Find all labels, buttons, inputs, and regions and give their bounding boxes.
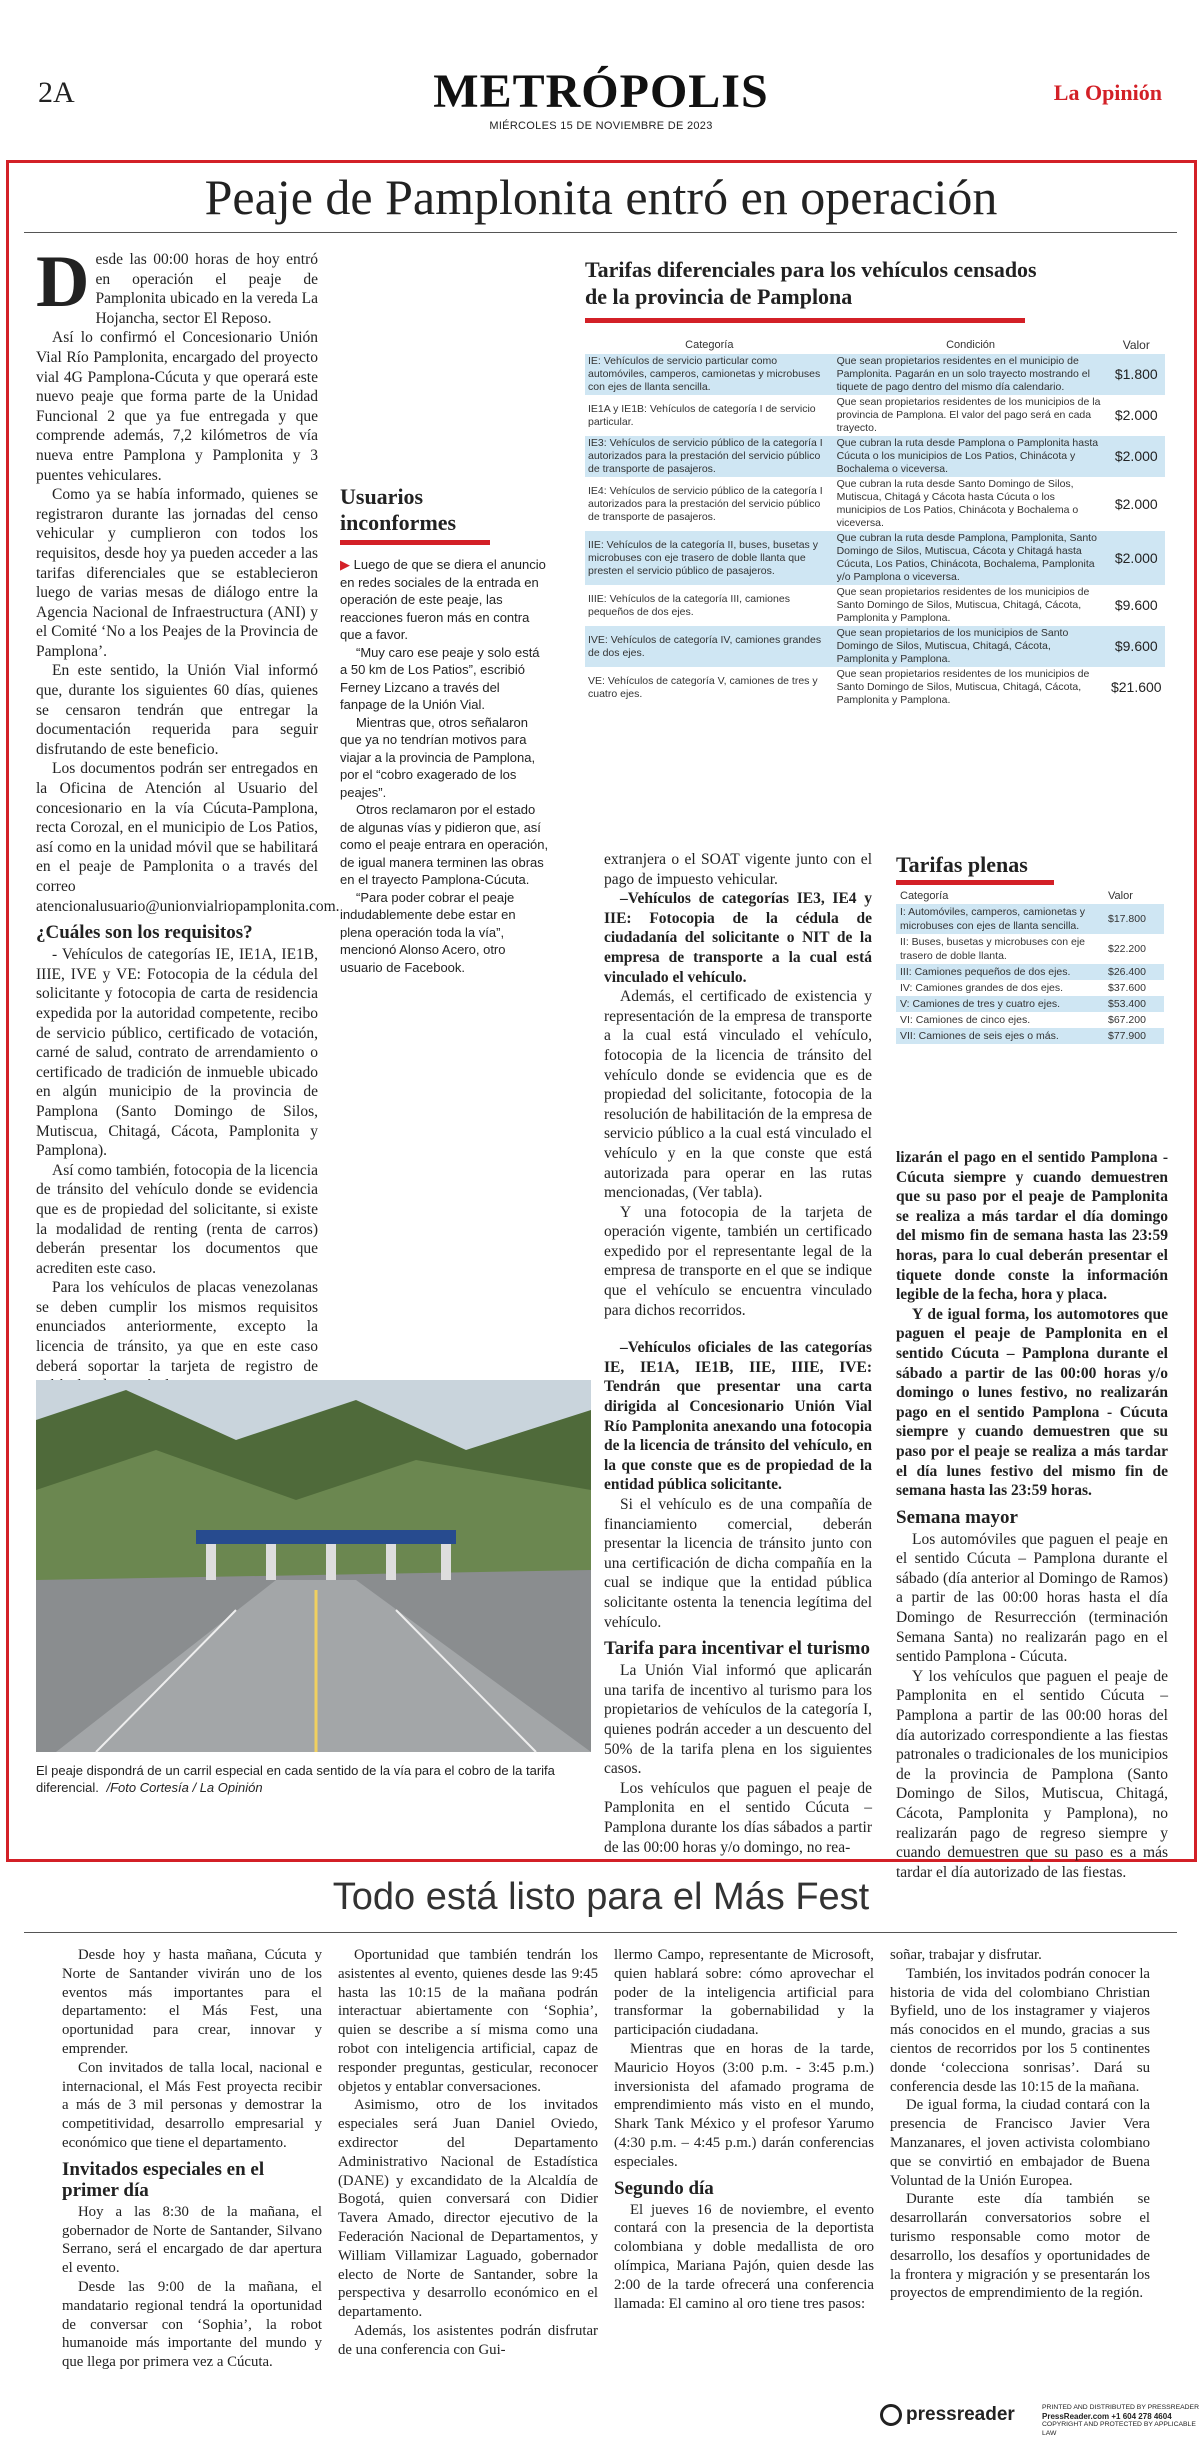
paragraph: Y una fotocopia de la tarjeta de operación vigente, también un certificado expedido por el representante legal de la empresa de transporte en el que se indique que el vehículo se encuentra vinculado para dichos recorridos. (604, 1203, 872, 1319)
paragraph: Hoy a las 8:30 de la mañana, el gobernador de Norte de Santander, Silvano Serrano, será el encargado de dar apertura el evento. (62, 2203, 322, 2277)
table-cell: $2.000 (1114, 495, 1158, 512)
table-row (896, 964, 1164, 980)
article2-column-3 (614, 1946, 874, 2313)
paragraph: El jueves 16 de noviembre, el evento contará con la presencia de la deportista colombiana y doble medallista de oro olímpica, Mariana Pajón, quien desde las 2:00 de la tarde ofrecerá una conferencia llamada: El camino al oro tiene tres pasos: (614, 2201, 874, 2312)
table-cell: VII: Camiones de seis ejes o más. (896, 1028, 1104, 1044)
table-cell: $17.800 (1104, 904, 1164, 934)
paragraph: Desde hoy y hasta mañana, Cúcuta y Norte de Santander vivirán uno de los eventos más importantes para el departamento: el Más Fest, una oportunidad para crear, innovar y emprender. (62, 1947, 322, 2057)
paragraph: También, los invitados podrán conocer la historia de vida del colombiano Christian Byfield, uno de los instagramer y viajeros más conocidos en el mundo, gracias a sus cientos de recorridos por los 5 continentes donde ‘colecciona sonrisas’. Dará su conferencia desde las 10:15 de la mañana. (890, 1965, 1150, 2095)
article2-rule (24, 1932, 1177, 1933)
table2-title: Tarifas plenas (896, 852, 1028, 877)
paragraph: soñar, trabajar y disfrutar. (890, 1947, 1042, 1963)
table-row (896, 934, 1164, 964)
paragraph: Durante este día también se desarrollarán conversatorios sobre el turismo responsable como motor de desarrollo, los desafíos y oportunidades de la frontera y migración y se presentarán los proyectos de emprendimiento de la región. (890, 2191, 1150, 2302)
table-cell: $37.600 (1108, 982, 1146, 994)
pressreader-icon (880, 2404, 902, 2426)
article2-column-4 (890, 1946, 1150, 2303)
table-cell: $9.600 (1114, 597, 1158, 613)
table-row (585, 436, 1165, 477)
table2-rule (896, 880, 1054, 885)
table-row (896, 1028, 1164, 1044)
paragraph: De igual forma, la ciudad contará con la presencia de Francisco Javier Vera Manzanares, el joven activista colombiano que se convirtió en embajador de Buena Voluntad de la Unión Europea. (890, 2097, 1150, 2189)
paragraph: Con invitados de talla local, nacional e internacional, el Más Fest proyecta recibir a más de 3 mil personas y demostrar la competitividad, desarrollo empresarial y económico que tiene el departamento. (62, 2059, 322, 2151)
subheading: Invitados especiales en el primer día (62, 2158, 265, 2201)
brand-logo: La Opinión (1053, 80, 1162, 105)
sidebar-title: Usuarios inconformes (340, 484, 457, 535)
paragraph: llermo Campo, representante de Microsoft, quien hablará sobre: cómo aprovechar el poder de la inteligencia artificial para transformar la gobernabilidad y la participación ciudadana. (614, 1947, 874, 2039)
table-cell: IE: Vehículos de servicio particular como automóviles, camperos, camionetas y microbuses con ejes de llanta sencilla. (585, 354, 834, 395)
pressreader-name: pressreader (906, 2404, 1015, 2425)
paragraph: esde las 00:00 horas de hoy entró en operación el peaje de Pamplonita ubicado en la vereda La Hojancha, sector El Reposo. (95, 251, 318, 327)
table-cell: II: Buses, busetas y microbuses con eje trasero de doble llanta. (900, 936, 1086, 962)
table-row (896, 980, 1164, 996)
table1-title: Tarifas diferenciales para los vehículos censados de la provincia de Pamplona (585, 257, 1037, 309)
pressreader-logo (880, 2404, 1015, 2426)
table-row (585, 667, 1165, 708)
page-number: 2A (38, 76, 75, 109)
paragraph: Mientras que en horas de la tarde, Mauricio Hoyos (3:00 p.m. - 3:45 p.m.) inversionista del afamado programa de emprendimiento más visto en el mundo, Shark Tank México y el profesor Yarumo (4:30 p.m. – 4:45 p.m.) darán conferencias especiales. (614, 2040, 874, 2170)
table-cell: $9.600 (1108, 626, 1165, 667)
table-row (585, 354, 1165, 395)
table-cell: $53.400 (1104, 996, 1164, 1012)
paragraph: “Para poder cobrar el peaje indudablemente debe estar en plena operación toda la vía”, mencionó Alonso Acero, otro usuario de Facebook. (340, 889, 516, 975)
table-row (585, 626, 1165, 667)
paragraph: En este sentido, la Unión Vial informó que, durante los siguientes 60 días, quienes se censaron tendrán que entregar la documentación requerida para seguir disfrutando de este beneficio. (36, 662, 318, 758)
table-cell: III: Camiones pequeños de dos ejes. (896, 964, 1104, 980)
paragraph: Y los vehículos que paguen el peaje de Pamplonita en el sentido Cúcuta – Pamplona a partir de las 00:00 horas del día autorizado correspondiente a las fiestas patronales o tradicionales de los municipios de la provincia de Pamplona (Santo Domingo de Silos, Mutiscua, Chitagá, Cácota, Pamplonita y Pamplona), no realizarán pago de regreso siempre y cuando demuestren que su paso es a más tardar el día autorizado de las fiestas. (896, 1667, 1168, 1881)
column-header: Valor (1122, 338, 1150, 352)
paragraph: - Vehículos de categorías IE, IE1A, IE1B, IIIE, IVE y VE: Fotocopia de la cédula del solicitante y fotocopia de carta de residencia expedida por la autoridad competente, recibo de servicio público, certificado de votación, carné de salud, contrato de arrendamiento o certificado de tradición de inmueble ubicado en algún municipio de la provincia de Pamplona (Santo Domingo de Silos, Mutiscua, Chitagá, Cácota, Pamplonita y Pamplona). (36, 946, 318, 1160)
paragraph: Los vehículos que paguen el peaje de Pamplonita en el sentido Cúcuta – Pamplona durante los días sábados a partir de las 00:00 horas y/o domingo, no rea- (604, 1779, 872, 1856)
caption-text: El peaje dispondrá de un carril especial en cada sentido de la vía para el cobro de la tarifa diferencial. (36, 1763, 555, 1795)
table1-rule (585, 318, 1025, 323)
article-title: Peaje de Pamplonita entró en operación (204, 169, 998, 225)
toll-photo (36, 1380, 591, 1752)
pressreader-footer (1042, 2404, 1200, 2438)
column-header: Condición (946, 339, 996, 351)
table-cell: $2.000 (1108, 531, 1165, 585)
column-header: Categoría (685, 339, 734, 351)
table-cell: $1.800 (1108, 354, 1165, 395)
column-header: Categoría (900, 890, 949, 902)
paragraph: Mientras que, otros señalaron que ya no tendrían motivos para viajar a la provincia de Pamplona, por el “cobro exagerado de los peajes”. (340, 714, 536, 800)
paragraph: La Unión Vial informó que aplicarán una tarifa de incentivo al turismo para los propietarios de vehículos de la categoría I, quienes podrán acceder a un descuento del 50% de la tarifa plena en los siguientes casos. (604, 1662, 872, 1778)
table-cell: $21.600 (1110, 679, 1162, 695)
title-rule (24, 232, 1177, 233)
paragraph: Como ya se había informado, quienes se registraron durante las jornadas del censo vehicular y cumplieron con todos los requisitos, desde hoy ya pueden acceder a las tarifas diferenciales que se establecieron luego de varias mesas de diálogo entre la Agencia Nacional de Infraestructura (ANI) y el Comité ‘No a los Peajes de la Provincia de Pamplona’. (36, 486, 318, 660)
column-header: Valor (1108, 890, 1133, 902)
paragraph: Otros reclamaron por el estado de algunas vías y pidieron que, así como el peaje entrara en operación, de igual manera terminen las obras en el trayecto Pamplona-Cúcuta. (340, 802, 549, 887)
paragraph: lizarán el pago en el sentido Pamplona - Cúcuta siempre y cuando demuestren que su paso por el peaje de Pamplonita se realiza a más tardar el día domingo del mismo fin de semana hasta las 23:59 horas, para lo cual deberán presentar el tiquete donde conste la información legible de la fecha, hora y placa. (896, 1149, 1168, 1304)
paragraph: Además, el certificado de existencia y representación de la empresa de transporte a la cual está vinculado el vehículo, fotocopia de la licencia de tránsito del vehículo donde se evidencia que es de propiedad del solicitante, fotocopia de la resolución de habilitación de la empresa de servicio público a la cual está vinculado el vehículo y en la que conste que está autorizada para operar en las rutas mencionadas, (Ver tabla). (604, 988, 872, 1202)
footer-line: COPYRIGHT AND PROTECTED BY APPLICABLE LAW (1042, 2421, 1196, 2437)
paragraph: Así como también, fotocopia de la licencia de tránsito del vehículo donde se evidencia que es de propiedad del solicitante, si existe la modalidad de renting (renta de carros) deberán presentar los documentos que acrediten este caso. (36, 1161, 318, 1277)
subheading: Semana mayor (896, 1506, 1018, 1528)
sidebar-body (340, 556, 550, 976)
toll-booth-image (36, 1380, 591, 1752)
table-cell: IE1A y IE1B: Vehículos de categoría I de servicio particular. (588, 402, 816, 428)
table-cell: I: Automóviles, camperos, camionetas y microbuses con ejes de llanta sencilla. (896, 904, 1104, 934)
table-cell: IV: Camiones grandes de dos ejes. (900, 982, 1064, 994)
table-row (896, 996, 1164, 1012)
article2-title: Todo está listo para el Más Fest (332, 1876, 870, 1918)
table-cell: $67.200 (1108, 1014, 1146, 1026)
table-cell: $77.900 (1104, 1028, 1164, 1044)
table-cell: Que sean propietarios residentes de los municipios de Santo Domingo de Silos, Mutiscua, Chitagá, Cácota, Pamplonita y Pamplona. (836, 668, 1090, 706)
table-cell: V: Camiones de tres y cuatro ejes. (896, 996, 1104, 1012)
table-cell: IIE: Vehículos de la categoría II, buses, busetas y microbuses con eje trasero de doble llanta que presten el servicio público de pasajeros. (585, 531, 834, 585)
table-row (585, 585, 1165, 626)
paragraph: “Muy caro ese peaje y solo está a 50 km de Los Patios”, escribió Ferney Lizcano a través del fanpage de la Unión Vial. (340, 644, 540, 712)
table-row (896, 1012, 1164, 1028)
paragraph: Desde las 9:00 de la mañana, el mandatario regional tendrá la oportunidad de conversar con ‘Sophia’, la robot humanoide más importante del mundo y que llega por primera vez a Cúcuta. (62, 2278, 322, 2371)
table-row (585, 531, 1165, 585)
table-cell: Que sean propietarios residentes en el municipio de Pamplonita. Pagarán en un solo trayecto mostrando el tiquete de pago dentro del mismo día calendario. (834, 354, 1108, 395)
subheading: ¿Cuáles son los requisitos? (36, 922, 253, 944)
table-cell: VE: Vehículos de categoría V, camiones de tres y cuatro ejes. (588, 674, 818, 700)
paragraph: Además, los asistentes podrán disfrutar de una conferencia con Gui- (338, 2322, 598, 2358)
subheading: Tarifa para incentivar el turismo (604, 1638, 870, 1660)
article2-column-1 (62, 1946, 322, 2372)
table-cell: Que sean propietarios residentes de los municipios de Santo Domingo de Silos, Mutiscua, Chitagá, Cácota, Pamplonita y Pamplona. (836, 586, 1090, 624)
caption-credit: /Foto Cortesía / La Opinión (106, 1780, 263, 1795)
table-row (585, 477, 1165, 531)
article-column-1 (36, 241, 340, 1396)
table-cell: IE4: Vehículos de servicio público de la categoría I autorizados para la prestación del servicio público de transporte de pasajeros. (588, 484, 823, 523)
paragraph: –Vehículos de categorías IE3, IE4 y IIE: Fotocopia de la cédula de ciudadanía del solicitante o NIT de la empresa de transporte a la cual está vinculado el vehículo. (604, 890, 872, 986)
table-cell: IE3: Vehículos de servicio público de la categoría I autorizados para la prestación del servicio público de transporte de pasajeros. (585, 436, 834, 477)
paragraph: Y de igual forma, los automotores que paguen el peaje de Pamplonita en el sentido Cúcuta – Pamplona durante el sábado a partir de las 00:00 horas y/o domingo o lunes festivo, no realizarán pago en el sentido Pamplona - Cúcuta siempre y cuando demuestren que su paso por el peaje se realiza a más tardar el día lunes festivo del mismo fin de semana hasta las 23:59 horas. (896, 1305, 1168, 1500)
table-cell: $26.400 (1104, 964, 1164, 980)
section-title: METRÓPOLIS (433, 65, 769, 118)
table-cell: IIIE: Vehículos de la categoría III, camiones pequeños de dos ejes. (588, 592, 790, 618)
issue-date: MIÉRCOLES 15 DE NOVIEMBRE DE 2023 (489, 120, 713, 132)
subheading: Segundo día (614, 2177, 714, 2199)
table-cell: Que cubran la ruta desde Pamplona o Pamplonita hasta Cúcuta o los municipios de Los Patios, Chinácota y Bochalema o viceversa. (834, 436, 1108, 477)
paragraph: Los documentos podrán ser entregados en la Oficina de Atención al Usuario del concesionario en la vía Cúcuta-Pamplona, recta Corozal, en el municipio de Los Patios, así como en la unidad móvil que se habilitará en el peaje de Pamplonita o a través del correo atencionalusuario@unionvialriopamplonita.com. (36, 760, 340, 915)
paragraph: Así lo confirmó el Concesionario Unión Vial Río Pamplonita, encargado del proyecto vial 4G Pamplona-Cúcuta y que operará este nuevo peaje que forma parte de la Unidad Funcional 2 que ya fue entregada y que comprende además, 7,2 kilómetros de vía nueva entre Pamplona y Pamplonita y 3 puentes vehiculares. (36, 329, 318, 484)
paragraph: Si el vehículo es de una compañía de financiamiento comercial, deberán presentar la licencia de tránsito junto con una certificación de dicha compañía en la cual se indique que la entidad pública solicitante ostenta la tenencia legítima del vehículo. (604, 1496, 872, 1631)
bullet-icon: ▶ (340, 557, 354, 572)
table-cell: $22.200 (1108, 943, 1146, 955)
article-column-3 (604, 850, 872, 1857)
table-cell: Que cubran la ruta desde Pamplona, Pamplonita, Santo Domingo de Silos, Mutiscua, Cácota y Chitagá hasta Cúcuta, Los Patios, Chinácota, Bochalema, Pamplonita y/o Pamplona o viceversa. (834, 531, 1108, 585)
footer-line: PressReader.com +1 604 278 4604 (1042, 2411, 1172, 2421)
paragraph: Luego de que se diera el anuncio en redes sociales de la entrada en operación de este peaje, las reacciones fueron más en contra que a favor. (340, 557, 546, 642)
table-cell: Que sean propietarios de los municipios de Santo Domingo de Silos, Mutiscua, Chitagá, Cácota, Pamplonita y Pamplona. (834, 626, 1108, 667)
table-cell: $2.000 (1114, 407, 1158, 423)
paragraph: extranjera o el SOAT vigente junto con el pago de impuesto vehicular. (604, 851, 872, 888)
article2-column-2 (338, 1946, 598, 2360)
table-cell: VI: Camiones de cinco ejes. (900, 1014, 1031, 1026)
table-cell: Que sean propietarios residentes de los municipios de la provincia de Pamplona. El valor del pago será en cada trayecto. (836, 396, 1101, 434)
table-row (896, 904, 1164, 934)
footer-line: PRINTED AND DISTRIBUTED BY PRESSREADER (1042, 2404, 1199, 2411)
paragraph: Oportunidad que también tendrán los asistentes al evento, quienes desde las 9:45 hasta las 10:15 de la mañana podrán interactuar abiertamente con ‘Sophia’, quien se describe a sí misma como una robot con inteligencia artificial, capaz de responder preguntas, gesticular, reconocer objetos y entablar conversaciones. (338, 1947, 598, 2095)
photo-caption (36, 1762, 591, 1796)
table-row (585, 395, 1165, 436)
table-cell: $2.000 (1108, 436, 1165, 477)
tarifas-plenas-table (896, 888, 1164, 1044)
paragraph: Para los vehículos de placas venezolanas se deben cumplir los mismos requisitos enunciados anteriormente, excepto la licencia de tránsito, ya que en este caso deberá soportar la tarjeta de registro de (36, 1279, 318, 1375)
paragraph: Asimismo, otro de los invitados especiales será Juan Daniel Oviedo, exdirector del Departamento Administrativo Nacional de Estadística (DANE) y excandidato de la Alcaldía de Bogotá, quien conversará con Didier Tavera Amado, director ejecutivo de la Federación Nacional de Departamentos, y William Villamizar Laguado, gobernador electo de Norte de Santander, sobre la perspectiva y desarrollo económico en el departamento. (338, 2097, 598, 2321)
table-cell: Que cubran la ruta desde Santo Domingo de Silos, Mutiscua, Chitagá y Cácota hasta Cúcuta o los municipios de Los Patios, Chinácota y Bochalema o viceversa. (836, 478, 1079, 529)
tarifas-diferenciales-table (585, 336, 1165, 708)
drop-cap: D (36, 241, 90, 323)
table-cell: IVE: Vehículos de categoría IV, camiones grandes de dos ejes. (585, 626, 834, 667)
sidebar-rule (340, 540, 490, 545)
paragraph: Los automóviles que paguen el peaje en el sentido Cúcuta – Pamplona durante el sábado (día anterior al Domingo de Ramos) a partir de las 00:00 horas hasta el día Domingo de Resurrección (terminación Semana Santa) no realizarán pago en el sentido Pamplona - Cúcuta. (896, 1530, 1168, 1666)
article-column-4 (896, 1148, 1168, 1882)
paragraph: –Vehículos oficiales de las categorías IE, IE1A, IE1B, IIE, IIIE, IVE: Tendrán que presentar una carta dirigida al Concesionario Unión Vial Río Pamplonita anexando una fotocopia de la licencia de tránsito del vehículo, en la que conste que es de propiedad de la entidad pública solicitante. (604, 1339, 872, 1494)
